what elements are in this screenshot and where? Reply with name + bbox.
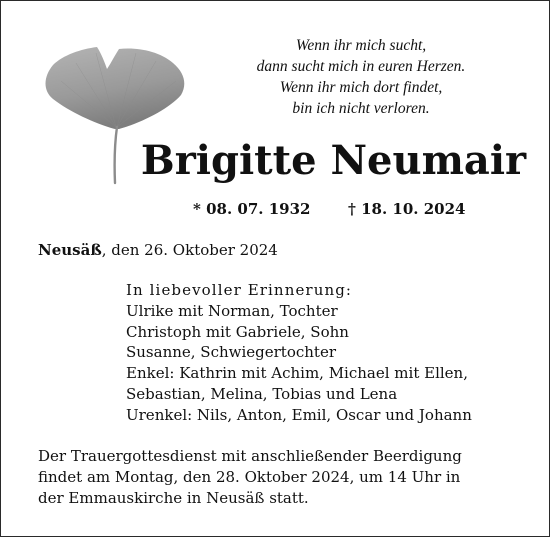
mourner-line: Christoph mit Gabriele, Sohn — [126, 322, 349, 341]
poem-line: dann sucht mich in euren Herzen. — [256, 58, 466, 75]
deceased-name: Brigitte Neumair — [140, 137, 527, 184]
poem — [221, 35, 501, 119]
mourner-line: Sebastian, Melina, Tobias und Lena — [126, 384, 398, 403]
place: Neusäß — [38, 241, 102, 259]
mourners-intro: In liebevoller Erinnerung: — [126, 281, 353, 299]
service-line: der Emmauskirche in Neusäß statt. — [38, 488, 309, 507]
mourner-line: Ulrike mit Norman, Tochter — [126, 301, 338, 320]
birth-date: * 08. 07. 1932 — [193, 200, 311, 218]
service-notice — [38, 446, 462, 508]
mourner-line: Enkel: Kathrin mit Achim, Michael mit Ellen, — [126, 364, 468, 383]
death-date: † 18. 10. 2024 — [348, 200, 466, 218]
service-line: findet am Montag, den 28. Oktober 2024, um 14 Uhr in — [38, 467, 461, 486]
notice-date: , den 26. Oktober 2024 — [101, 241, 278, 259]
place-date-line — [38, 240, 278, 260]
poem-line: Wenn ihr mich dort findet, — [279, 79, 443, 96]
mourners-list — [126, 280, 472, 426]
mourner-line: Susanne, Schwiegertochter — [126, 343, 337, 362]
mourner-line: Urenkel: Nils, Anton, Emil, Oscar und Johann — [126, 405, 472, 424]
poem-line: Wenn ihr mich sucht, — [295, 37, 427, 54]
service-line: Der Trauergottesdienst mit anschließender Beerdigung — [38, 447, 462, 465]
poem-line: bin ich nicht verloren. — [292, 100, 430, 117]
